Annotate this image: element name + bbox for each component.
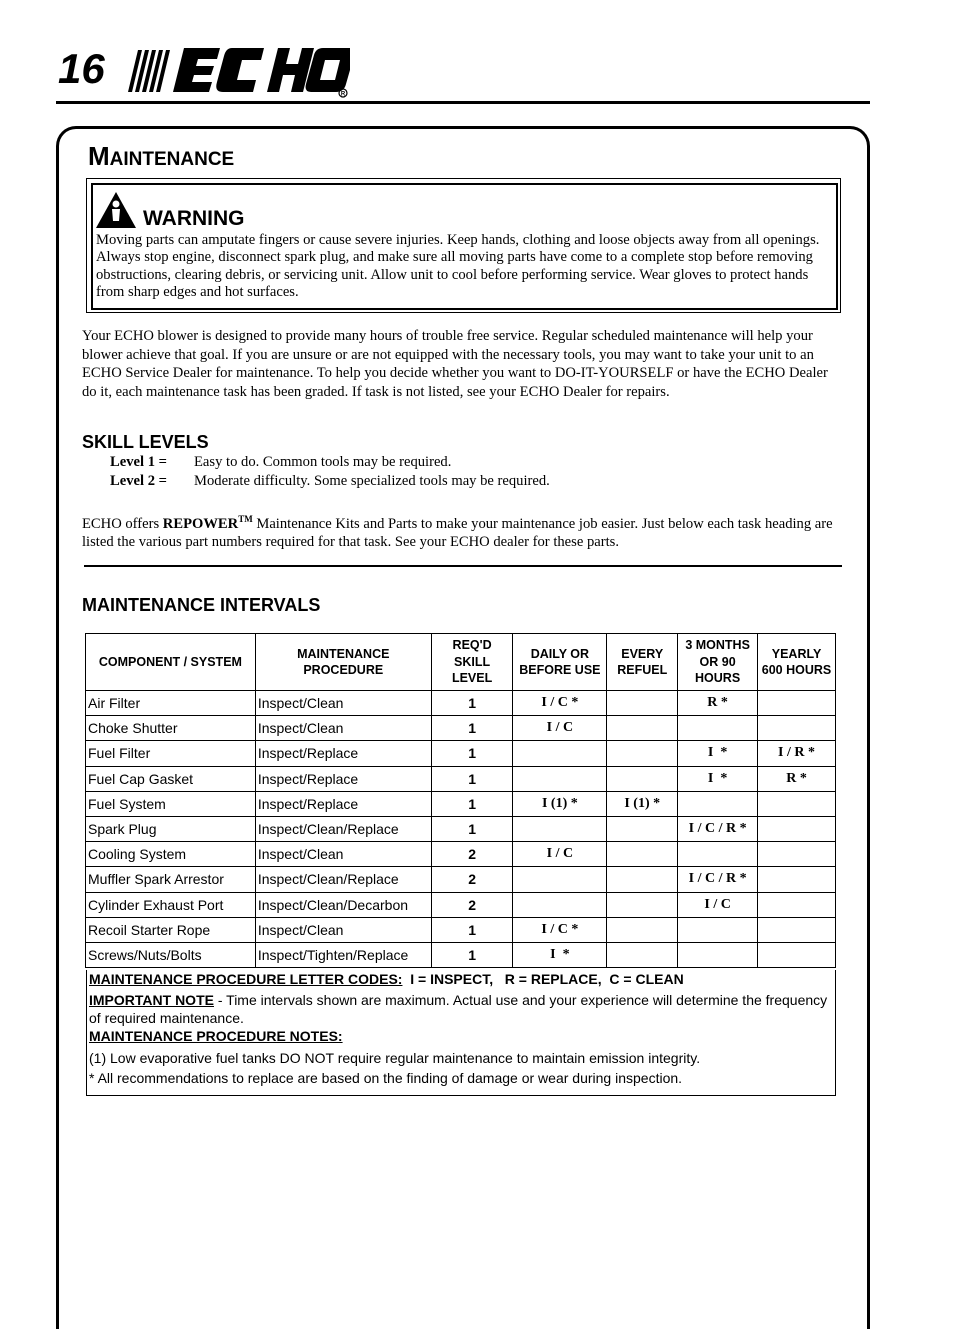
cell-procedure: Inspect/Clean xyxy=(255,716,431,741)
table-row xyxy=(86,917,836,942)
cell-3-months: I / C xyxy=(678,892,758,917)
header-3-months: 3 MONTHS OR 90 HOURS xyxy=(678,634,758,691)
cell-yearly xyxy=(758,691,836,716)
cell-daily xyxy=(513,867,607,892)
cell-3-months xyxy=(678,716,758,741)
cell-skill-level: 1 xyxy=(431,816,513,841)
cell-skill-level: 2 xyxy=(431,842,513,867)
cell-refuel xyxy=(607,741,678,766)
cell-component: Air Filter xyxy=(86,691,256,716)
cell-refuel xyxy=(607,716,678,741)
cell-3-months: I * xyxy=(678,741,758,766)
table-header-row xyxy=(86,634,836,691)
cell-3-months xyxy=(678,942,758,967)
cell-yearly xyxy=(758,842,836,867)
table-row xyxy=(86,942,836,967)
cell-daily: I / C xyxy=(513,842,607,867)
cell-yearly xyxy=(758,816,836,841)
cell-skill-level: 1 xyxy=(431,942,513,967)
cell-refuel xyxy=(607,842,678,867)
cell-3-months xyxy=(678,842,758,867)
cell-3-months xyxy=(678,917,758,942)
cell-procedure: Inspect/Replace xyxy=(255,791,431,816)
cell-procedure: Inspect/Replace xyxy=(255,741,431,766)
cell-component: Spark Plug xyxy=(86,816,256,841)
cell-procedure: Inspect/Clean xyxy=(255,842,431,867)
cell-refuel xyxy=(607,766,678,791)
cell-yearly xyxy=(758,867,836,892)
cell-procedure: Inspect/Clean xyxy=(255,691,431,716)
cell-3-months: R * xyxy=(678,691,758,716)
important-note: IMPORTANT NOTE - Time intervals shown are maximum. Actual use and your experience will determine the frequency of required maintenance. xyxy=(89,992,828,1026)
repower-paragraph: ECHO offers REPOWER™ Maintenance Kits and Parts to make your maintenance job easier. Just below each task heading are listed the various part numbers required for that task. See your ECHO dealer for these parts. xyxy=(82,514,833,551)
cell-skill-level: 1 xyxy=(431,917,513,942)
letter-codes: MAINTENANCE PROCEDURE LETTER CODES: I = INSPECT, R = REPLACE, C = CLEAN xyxy=(89,971,684,987)
cell-3-months xyxy=(678,791,758,816)
echo-logo xyxy=(118,42,350,103)
cell-procedure: Inspect/Clean/Replace xyxy=(255,867,431,892)
intro-paragraph: Your ECHO blower is designed to provide many hours of trouble free service. Regular scheduled maintenance will help your blower achieve that goal. If you are unsure or are not equipped with the necessary tools, you may want to take your unit to an ECHO Service Dealer for maintenance. To help you decide whether you want to DO-IT-YOURSELF or have the ECHO Dealer do it, each maintenance task has been graded. If task is not listed, see your ECHO Dealer for repairs. xyxy=(82,328,828,400)
header-skill-level: REQ'D SKILL LEVEL xyxy=(431,634,513,691)
cell-refuel xyxy=(607,942,678,967)
cell-yearly xyxy=(758,917,836,942)
table-notes xyxy=(86,970,836,1096)
skill-level-1: Level 1 = Easy to do. Common tools may be required. xyxy=(110,454,452,470)
page-number: 16 xyxy=(58,45,105,92)
cell-component: Choke Shutter xyxy=(86,716,256,741)
warning-text: Moving parts can amputate fingers or cause severe injuries. Keep hands, clothing and loose objects away from all openings. Always stop engine, disconnect spark plug, and make sure all moving parts have come to a complete stop before removing obstructions, clearing debris, or servicing unit. Allow unit to cool before performing service. Wear gloves to protect hands from sharp edges and hot surfaces. xyxy=(96,232,820,301)
cell-skill-level: 1 xyxy=(431,766,513,791)
skill-levels-heading: SKILL LEVELS xyxy=(82,432,209,452)
section-title: MAINTENANCE xyxy=(88,141,235,171)
cell-component: Fuel Filter xyxy=(86,741,256,766)
cell-skill-level: 2 xyxy=(431,892,513,917)
cell-daily: I * xyxy=(513,942,607,967)
cell-yearly xyxy=(758,892,836,917)
cell-component: Muffler Spark Arrestor xyxy=(86,867,256,892)
header-procedure: MAINTENANCE PROCEDURE xyxy=(255,634,431,691)
cell-procedure: Inspect/Clean xyxy=(255,917,431,942)
skill-level-2: Level 2 = Moderate difficulty. Some specialized tools may be required. xyxy=(110,473,550,489)
cell-3-months: I / C / R * xyxy=(678,816,758,841)
cell-procedure: Inspect/Clean/Decarbon xyxy=(255,892,431,917)
note-1: (1) Low evaporative fuel tanks DO NOT require regular maintenance to maintain emission integrity. xyxy=(89,1050,701,1066)
table-row xyxy=(86,741,836,766)
maintenance-intervals-table xyxy=(85,633,836,968)
cell-procedure: Inspect/Clean/Replace xyxy=(255,816,431,841)
note-2: * All recommendations to replace are based on the finding of damage or wear during inspection. xyxy=(89,1070,683,1086)
cell-yearly: R * xyxy=(758,766,836,791)
cell-skill-level: 1 xyxy=(431,716,513,741)
cell-component: Cooling System xyxy=(86,842,256,867)
svg-text:R: R xyxy=(340,91,346,98)
cell-component: Cylinder Exhaust Port xyxy=(86,892,256,917)
cell-daily xyxy=(513,816,607,841)
header-refuel: EVERY REFUEL xyxy=(607,634,678,691)
header-daily: DAILY OR BEFORE USE xyxy=(513,634,607,691)
table-row xyxy=(86,892,836,917)
cell-daily xyxy=(513,766,607,791)
cell-component: Fuel System xyxy=(86,791,256,816)
cell-refuel xyxy=(607,867,678,892)
cell-refuel xyxy=(607,917,678,942)
table-row xyxy=(86,867,836,892)
cell-daily xyxy=(513,892,607,917)
cell-component: Screws/Nuts/Bolts xyxy=(86,942,256,967)
cell-daily xyxy=(513,741,607,766)
cell-procedure: Inspect/Replace xyxy=(255,766,431,791)
cell-procedure: Inspect/Tighten/Replace xyxy=(255,942,431,967)
cell-component: Fuel Cap Gasket xyxy=(86,766,256,791)
cell-skill-level: 2 xyxy=(431,867,513,892)
cell-daily: I / C * xyxy=(513,691,607,716)
cell-refuel: I (1) * xyxy=(607,791,678,816)
section-divider xyxy=(84,565,842,567)
cell-yearly xyxy=(758,791,836,816)
table-row xyxy=(86,791,836,816)
cell-refuel xyxy=(607,691,678,716)
cell-yearly xyxy=(758,716,836,741)
cell-daily: I (1) * xyxy=(513,791,607,816)
table-row xyxy=(86,716,836,741)
table-row xyxy=(86,816,836,841)
cell-yearly xyxy=(758,942,836,967)
cell-3-months: I * xyxy=(678,766,758,791)
warning-title: WARNING xyxy=(143,207,245,230)
cell-3-months: I / C / R * xyxy=(678,867,758,892)
header-component: COMPONENT / SYSTEM xyxy=(86,634,256,691)
cell-component: Recoil Starter Rope xyxy=(86,917,256,942)
maintenance-intervals-heading: MAINTENANCE INTERVALS xyxy=(82,595,321,615)
cell-daily: I / C xyxy=(513,716,607,741)
cell-skill-level: 1 xyxy=(431,741,513,766)
header-rule xyxy=(56,101,870,104)
cell-refuel xyxy=(607,816,678,841)
cell-skill-level: 1 xyxy=(431,791,513,816)
warning-person-icon xyxy=(95,190,137,235)
table-row xyxy=(86,842,836,867)
cell-daily: I / C * xyxy=(513,917,607,942)
cell-yearly: I / R * xyxy=(758,741,836,766)
table-row xyxy=(86,766,836,791)
cell-refuel xyxy=(607,892,678,917)
cell-skill-level: 1 xyxy=(431,691,513,716)
table-row xyxy=(86,691,836,716)
procedure-notes-heading: MAINTENANCE PROCEDURE NOTES: xyxy=(89,1028,343,1044)
header-yearly: YEARLY 600 HOURS xyxy=(758,634,836,691)
